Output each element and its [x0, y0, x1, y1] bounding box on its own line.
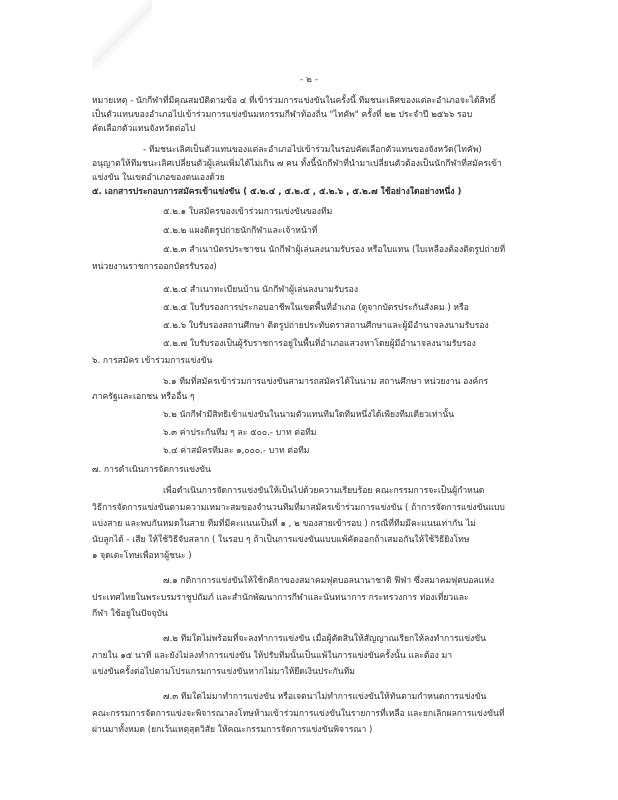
- text-line: ๖.๓ ค่าประกันทีม ๆ ละ ๕๐๐.- บาท ต่อทีม: [163, 428, 317, 438]
- text-line: คณะกรรมการจัดการแข่งจะพิจารณาลงโทษห้ามเข้าร่วมการแข่งขันในรายการที่เหลือ และยกเลิกผลการแข่งขันที่: [92, 709, 505, 719]
- text-line: ๑ จุดเตะโทษเพื่อหาผู้ชนะ ): [92, 551, 192, 561]
- text-line: ๕.๒.๒ แผงติดรูปถ่ายนักกีฬาและเจ้าหน้าที่: [163, 226, 318, 236]
- page-number: - ๒ -: [299, 75, 319, 85]
- text-line: หน่วยงานราชการออกบัตรรับรอง): [92, 262, 217, 272]
- text-line: หมายเหตุ - นักกีฬาที่มีคุณสมบัติตามข้อ ๔ ที่เข้าร่วมการแข่งขันในครั้งนี้ ทีมชนะเลิศของแต่ละอำเภอจะได้สิทธิ์: [92, 96, 496, 106]
- text-line: ๕.๒.๑ ใบสมัครของเข้าร่วมการแข่งขันของทีม: [163, 207, 333, 217]
- text-line: ๗.๑ กติกาการแข่งขันให้ใช้กติกาของสมาคมฟุตบอลนานาชาติ ฟีฟ่า ซึ่งสมาคมฟุตบอลแห่ง: [163, 576, 495, 586]
- text-line: เป็นตัวแทนของอำเภอไปเข้าร่วมการแข่งขันมหกรรมกีฬาท้องถิ่น "ไทคัพ" ครั้งที่ ๒๒ ประจำปี ๒๕๖๖ รอบ: [92, 110, 473, 120]
- text-line: ภาครัฐและเอกชน หรืออื่น ๆ: [92, 392, 195, 402]
- text-line: ๕.๒.๕ ใบรับรองการประกอบอาชีพในเขตพื้นที่อำเภอ (ดูจากบัตรประกันสังคม ) หรือ: [163, 303, 469, 313]
- text-line: ๗. การดำเนินการจัดการแข่งขัน: [92, 465, 211, 475]
- text-line: แบ่งสาย และพบกันหมดในสาย ทีมที่มีคะแนนเป็นที่ ๑ , ๒ ของสายเข้ารอบ ) กรณีที่ทีมมีคะแนนเท่ากัน ไม่: [92, 519, 476, 529]
- text-line: ๕.๒.๖ ใบรับรองสถานศึกษา ติดรูปถ่ายประทับตราสถานศึกษาและผู้มีอำนาจลงนามรับรอง: [163, 321, 489, 331]
- text-line: อนุญาตให้ทีมชนะเลิศเปลี่ยนตัวผู้เล่นเพิ่มได้ไม่เกิน ๗ คน ทั้งนี้นักกีฬาที่นำมาเปลี่ยนตัวต้องเป็นนักกีฬาที่สมัครเข้า: [92, 159, 502, 169]
- text-line: ๕.๒.๗ ใบรับรองเป็นผู้รับราชการอยู่ในพื้นที่อำเภอแสวงหาโดยผู้มีอำนาจลงนามรับรอง: [163, 339, 476, 349]
- text-line: ๕. เอกสารประกอบการสมัครเข้าแข่งขัน ( ๕.๒.๔ , ๕.๒.๕ , ๕.๒.๖ , ๕.๒.๗ ใช้อย่างใดอย่างหนึ่ง ): [92, 187, 462, 197]
- text-line: ๖.๔ ค่าสมัครทีมละ ๑,๐๐๐.- บาท ต่อทีม: [163, 446, 310, 456]
- text-line: ประเทศไทยในพระบรมราชูปถัมภ์ และสำนักพัฒนาการกีฬาและนันทนาการ กระทรวงการ ท่องเที่ยวและ: [92, 593, 469, 603]
- text-line: ๗.๒ ทีมใดไม่พร้อมที่จะลงทำการแข่งขัน เมื่อผู้ตัดสินให้สัญญาณเรียกให้ลงทำการแข่งขัน: [163, 634, 487, 644]
- text-line: แข่งขัน ในเขตอำเภอของตนเองด้วย: [92, 173, 225, 183]
- text-line: ๕.๒.๓ สำเนาบัตรประชาชน นักกีฬาผู้เล่นลงนามรับรอง หรือใบแทน (ใบเหลืองต้องติดรูปถ่ายที่: [163, 245, 506, 255]
- text-line: เพื่อดำเนินการจัดการแข่งขันให้เป็นไปด้วยความเรียบร้อย คณะกรรมการจะเป็นผู้กำหนด: [163, 486, 485, 496]
- text-line: ภายใน ๑๕ นาที และยังไม่ลงทำการแข่งขัน ให้ปรับทีมนั้นเป็นแพ้ในการแข่งขันครั้งนั้น และต้อง มา: [92, 651, 453, 661]
- text-line: คัดเลือกตัวแทนจังหวัดต่อไป: [92, 124, 196, 134]
- text-line: แข่งขันครั้งต่อไปตามโปรแกรมการแข่งขันหากไม่มาให้ยึดเงินประกันทีม: [92, 667, 355, 677]
- text-line: - ทีมชนะเลิศเป็นตัวแทนของแต่ละอำเภอไปเข้าร่วมในรอบคัดเลือกตัวแทนของจังหวัด(ไทคัพ): [143, 145, 482, 155]
- text-line: ๖. การสมัคร เข้าร่วมการแข่งขัน: [92, 356, 213, 366]
- text-line: กีฬา ใช้อยู่ในปัจจุบัน: [92, 609, 168, 619]
- text-line: ๗.๓ ทีมใดไม่มาทำการแข่งขัน หรือเจตนาไม่ทำการแข่งขันให้ทันตามกำหนดการแข่งขัน: [163, 692, 487, 702]
- scan-artifact: [92, 0, 152, 70]
- text-line: ๕.๒.๔ สำเนาทะเบียนบ้าน นักกีฬาผู้เล่นลงนามรับรอง: [163, 285, 359, 295]
- text-line: ๖.๑ ทีมที่สมัครเข้าร่วมการแข่งขันสามารถสมัครได้ในนาม สถานศึกษา หน่วยงาน องค์กร: [163, 377, 489, 387]
- text-line: วิธีการจัดการแข่งขันตามความเหมาะสมของจำนวนทีมที่มาสมัครเข้าร่วมการแข่งขัน ( ถ้าการจัดการแข่งขันแบบ: [92, 503, 505, 513]
- text-line: ผ่านมาทั้งหมด (ยกเว้นเหตุสุดวิสัย ให้คณะกรรมการจัดการแข่งขันพิจารณา ): [92, 725, 373, 735]
- text-line: ๖.๒ นักกีฬามีสิทธิเข้าแข่งขันในนามตัวแทนทีมใดทีมหนึ่งได้เพียงทีมเดียวเท่านั้น: [163, 410, 455, 420]
- text-line: นับลูกได้ - เสีย ให้ใช้วิธีจับสลาก ( ในรอบ ๆ ถ้าเป็นการแข่งขันแบบแพ้คัดออกถ้าเสมอกันให้ใช้วิธียิงโทษ: [92, 535, 470, 545]
